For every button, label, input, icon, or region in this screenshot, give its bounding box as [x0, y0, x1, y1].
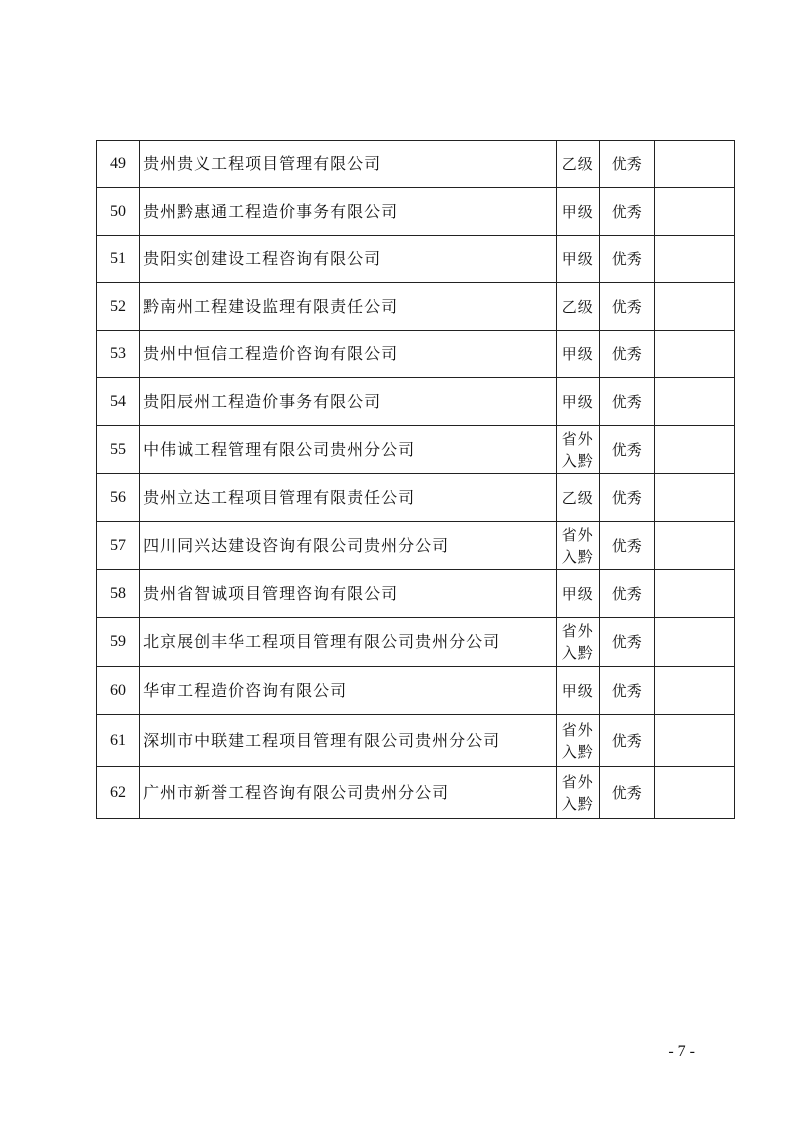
table-row	[97, 236, 735, 283]
rating: 优秀	[599, 236, 654, 283]
qualification-level-line: 省外	[561, 525, 594, 544]
row-number: 53	[97, 331, 140, 378]
qualification-level-line: 入黔	[561, 451, 594, 470]
qualification-level-line: 入黔	[561, 644, 594, 662]
row-number: 58	[97, 570, 140, 618]
company-name: 深圳市中联建工程项目管理有限公司贵州分公司	[140, 715, 557, 767]
company-name: 贵州贵义工程项目管理有限公司	[140, 141, 557, 188]
rating: 优秀	[599, 331, 654, 378]
remark-cell	[654, 236, 734, 283]
qualification-level-line: 甲级	[561, 584, 594, 603]
qualification-level	[556, 141, 599, 188]
rating: 优秀	[599, 283, 654, 331]
qualification-level	[556, 618, 599, 667]
qualification-level-line: 乙级	[561, 155, 594, 173]
company-name: 贵阳辰州工程造价事务有限公司	[140, 378, 557, 426]
qualification-level-line: 入黔	[561, 794, 594, 813]
rating: 优秀	[599, 618, 654, 667]
qualification-level	[556, 570, 599, 618]
remark-cell	[654, 474, 734, 522]
qualification-level	[556, 188, 599, 236]
qualification-level-line: 甲级	[561, 202, 594, 221]
company-name: 贵阳实创建设工程咨询有限公司	[140, 236, 557, 283]
row-number: 57	[97, 522, 140, 570]
remark-cell	[654, 331, 734, 378]
remark-cell	[654, 767, 734, 819]
row-number: 56	[97, 474, 140, 522]
qualification-level-line: 乙级	[561, 297, 594, 316]
table-row	[97, 618, 735, 667]
table-row	[97, 474, 735, 522]
company-rating-table	[96, 140, 735, 819]
row-number: 50	[97, 188, 140, 236]
row-number: 60	[97, 667, 140, 715]
qualification-level	[556, 378, 599, 426]
rating: 优秀	[599, 667, 654, 715]
company-name: 贵州立达工程项目管理有限责任公司	[140, 474, 557, 522]
qualification-level	[556, 522, 599, 570]
qualification-level-line: 省外	[561, 720, 594, 739]
remark-cell	[654, 378, 734, 426]
rating: 优秀	[599, 474, 654, 522]
qualification-level-line: 甲级	[561, 392, 594, 411]
qualification-level	[556, 767, 599, 819]
company-name: 广州市新誉工程咨询有限公司贵州分公司	[140, 767, 557, 819]
remark-cell	[654, 188, 734, 236]
table-row	[97, 283, 735, 331]
qualification-level-line: 省外	[561, 622, 594, 640]
rating: 优秀	[599, 522, 654, 570]
company-name: 华审工程造价咨询有限公司	[140, 667, 557, 715]
table-row	[97, 378, 735, 426]
table-row	[97, 522, 735, 570]
qualification-level-line: 甲级	[561, 250, 594, 268]
table-row	[97, 667, 735, 715]
company-name: 贵州中恒信工程造价咨询有限公司	[140, 331, 557, 378]
company-name: 四川同兴达建设咨询有限公司贵州分公司	[140, 522, 557, 570]
remark-cell	[654, 283, 734, 331]
rating: 优秀	[599, 188, 654, 236]
remark-cell	[654, 618, 734, 667]
rating: 优秀	[599, 141, 654, 188]
qualification-level-line: 甲级	[561, 681, 594, 700]
table-row	[97, 767, 735, 819]
rating: 优秀	[599, 426, 654, 474]
rating: 优秀	[599, 715, 654, 767]
table-row	[97, 426, 735, 474]
remark-cell	[654, 570, 734, 618]
qualification-level	[556, 474, 599, 522]
remark-cell	[654, 667, 734, 715]
company-name: 黔南州工程建设监理有限责任公司	[140, 283, 557, 331]
qualification-level	[556, 283, 599, 331]
qualification-level	[556, 236, 599, 283]
rating: 优秀	[599, 767, 654, 819]
page-number: - 7 -	[668, 1043, 695, 1060]
qualification-level	[556, 715, 599, 767]
company-name: 贵州黔惠通工程造价事务有限公司	[140, 188, 557, 236]
table-row	[97, 715, 735, 767]
row-number: 61	[97, 715, 140, 767]
row-number: 62	[97, 767, 140, 819]
rating: 优秀	[599, 570, 654, 618]
company-name: 中伟诚工程管理有限公司贵州分公司	[140, 426, 557, 474]
row-number: 59	[97, 618, 140, 667]
row-number: 54	[97, 378, 140, 426]
qualification-level	[556, 667, 599, 715]
qualification-level-line: 乙级	[561, 488, 594, 507]
rating: 优秀	[599, 378, 654, 426]
qualification-level-line: 省外	[561, 772, 594, 791]
remark-cell	[654, 141, 734, 188]
table-row	[97, 188, 735, 236]
qualification-level-line: 入黔	[561, 742, 594, 761]
company-name: 北京展创丰华工程项目管理有限公司贵州分公司	[140, 618, 557, 667]
qualification-level-line: 入黔	[561, 547, 594, 566]
remark-cell	[654, 426, 734, 474]
table-row	[97, 570, 735, 618]
row-number: 51	[97, 236, 140, 283]
remark-cell	[654, 715, 734, 767]
table-body	[97, 141, 735, 819]
row-number: 52	[97, 283, 140, 331]
remark-cell	[654, 522, 734, 570]
qualification-level	[556, 331, 599, 378]
table-row	[97, 331, 735, 378]
table-row	[97, 141, 735, 188]
row-number: 55	[97, 426, 140, 474]
qualification-level	[556, 426, 599, 474]
qualification-level-line: 省外	[561, 429, 594, 448]
row-number: 49	[97, 141, 140, 188]
company-name: 贵州省智诚项目管理咨询有限公司	[140, 570, 557, 618]
qualification-level-line: 甲级	[561, 345, 594, 363]
